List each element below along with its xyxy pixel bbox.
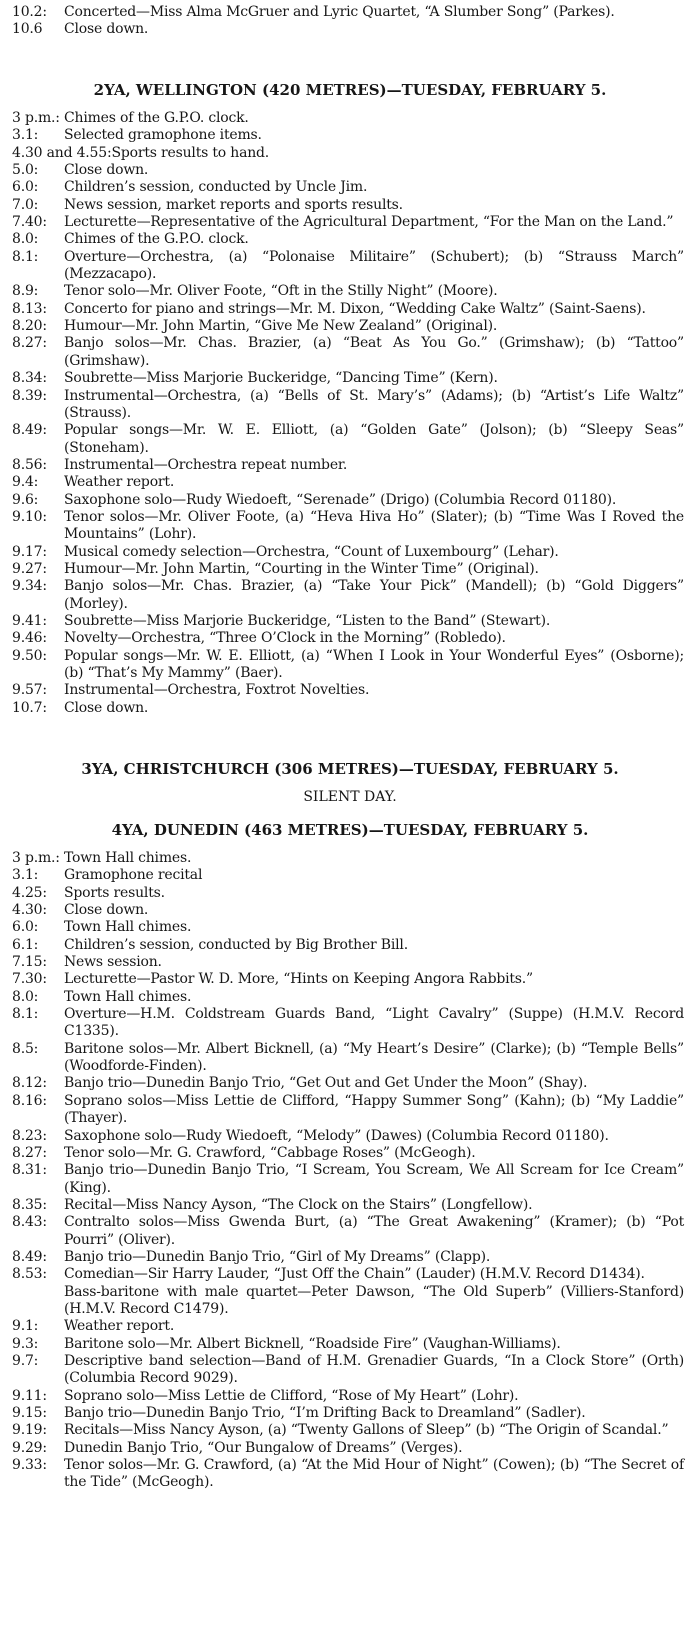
programme-entry: [12, 318, 684, 335]
programme-entry: [12, 335, 684, 370]
programme-entry: [12, 700, 684, 717]
entry-time: 9.29:: [12, 1439, 47, 1456]
entry-time: 8.35:: [12, 1196, 47, 1213]
entry-time: 9.7:: [12, 1352, 39, 1369]
programme-entry: [12, 1422, 684, 1439]
programme-entry: [12, 1336, 684, 1353]
entry-description: Close down.: [64, 162, 149, 179]
entry-description: Selected gramophone items.: [64, 127, 262, 144]
entry-time: 8.49:: [12, 1248, 47, 1265]
programme-entry: [12, 249, 684, 284]
programme-entry: [12, 283, 684, 300]
entry-description: Saxophone solo—Rudy Wiedoeft, “Serenade” (Drigo) (Columbia Record 01180).: [64, 491, 617, 508]
entry-description: Banjo trio—Dunedin Banjo Trio, “I Scream, You Scream, We All Scream for Ice Cream” (King).: [64, 1162, 684, 1196]
entry-description: Lecturette—Representative of the Agricultural Department, “For the Man on the Land.”: [64, 214, 674, 231]
entry-description: Weather report.: [64, 474, 175, 491]
entry-time: 3.1:: [12, 127, 39, 144]
programme-entry: [12, 1318, 684, 1335]
entry-time: 8.16:: [12, 1092, 47, 1109]
programme-entry: [12, 110, 684, 127]
entry-description: Comedian—Sir Harry Lauder, “Just Off the Chain” (Lauder) (H.M.V. Record D1434).: [64, 1266, 645, 1283]
programme-entry: [12, 457, 684, 474]
entry-time: 8.49:: [12, 422, 47, 439]
programme-entry: [12, 1388, 684, 1405]
entry-description: Sports results.: [64, 884, 165, 901]
entry-time: 9.10:: [12, 508, 47, 525]
programme-entry: [12, 1128, 684, 1145]
entry-time: 8.39:: [12, 387, 47, 404]
christchurch-note: SILENT DAY.: [303, 789, 397, 805]
entry-time: 8.34:: [12, 370, 47, 387]
entry-time: 8.27:: [12, 1144, 47, 1161]
entry-time: 9.50:: [12, 647, 47, 664]
entry-description: Town Hall chimes.: [64, 919, 192, 936]
entry-time: 8.23:: [12, 1127, 47, 1144]
entry-time: 9.57:: [12, 682, 47, 699]
programme-entry: [12, 4, 684, 21]
entry-time: 8.20:: [12, 318, 47, 335]
continued-programme-list: [12, 4, 684, 39]
programme-entry: [12, 1041, 684, 1076]
wellington-heading: 2YA, WELLINGTON (420 METRES)—TUESDAY, FEBRUARY 5.: [93, 81, 607, 99]
programme-entry: [12, 937, 684, 954]
entry-time: 8.9:: [12, 283, 39, 300]
entry-description: Descriptive band selection—Band of H.M. Grenadier Guards, “In a Clock Store” (Orth) (Columbia Record 9029).: [64, 1352, 684, 1387]
entry-time: 9.6:: [12, 491, 39, 508]
programme-entry: [12, 1405, 684, 1422]
entry-time: 8.43:: [12, 1214, 47, 1231]
programme-entry: [12, 474, 684, 491]
entry-time: 9.4:: [12, 474, 39, 491]
entry-time: 10.7:: [12, 699, 47, 716]
programme-entry: [12, 630, 684, 647]
entry-time: 7.15:: [12, 954, 47, 971]
entry-time: 8.1:: [12, 248, 39, 265]
programme-entry: [12, 422, 684, 457]
programme-entry: [12, 1440, 684, 1457]
entry-time: 9.41:: [12, 612, 47, 629]
entry-description: Banjo trio—Dunedin Banjo Trio, “Get Out and Get Under the Moon” (Shay).: [64, 1075, 588, 1092]
entry-time: 7.40:: [12, 214, 47, 231]
entry-description: Humour—Mr. John Martin, “Courting in the Winter Time” (Original).: [64, 560, 539, 577]
programme-entry: [12, 1162, 684, 1197]
entry-time: 10.6: [12, 21, 43, 38]
entry-description: Concerted—Miss Alma McGruer and Lyric Quartet, “A Slumber Song” (Parkes).: [64, 4, 615, 20]
programme-entry: [12, 1457, 684, 1492]
programme-entry: [12, 1266, 684, 1283]
programme-entry: [12, 544, 684, 561]
programme-entry: [12, 561, 684, 578]
entry-time: 8.13:: [12, 300, 47, 317]
programme-entry: [12, 388, 684, 423]
entry-time: 8.0:: [12, 231, 39, 248]
programme-entry: [12, 127, 684, 144]
entry-description: Chimes of the G.P.O. clock.: [64, 231, 249, 248]
programme-entry: [12, 1075, 684, 1092]
entry-time: 9.3:: [12, 1335, 39, 1352]
entry-description: Recitals—Miss Nancy Ayson, (a) “Twenty Gallons of Sleep” (b) “The Origin of Scandal.”: [64, 1422, 669, 1439]
programme-entry: [12, 197, 684, 214]
entry-description: Sports results to hand.: [111, 144, 270, 161]
entry-time: 5.0:: [12, 162, 39, 179]
entry-description: Banjo solos—Mr. Chas. Brazier, (a) “Take Your Pick” (Mandell); (b) “Gold Diggers” (Morley).: [64, 578, 684, 612]
entry-time: 9.11:: [12, 1387, 47, 1404]
entry-time: 7.30:: [12, 971, 47, 988]
entry-description: Banjo trio—Dunedin Banjo Trio, “Girl of My Dreams” (Clapp).: [64, 1248, 491, 1265]
entry-description: Musical comedy selection—Orchestra, “Count of Luxembourg” (Lehar).: [64, 543, 559, 560]
entry-time: 9.33:: [12, 1457, 47, 1474]
entry-description: Banjo trio—Dunedin Banjo Trio, “I’m Drifting Back to Dreamland” (Sadler).: [64, 1405, 586, 1421]
programme-entry: [12, 867, 684, 884]
entry-time: 10.2:: [12, 4, 47, 20]
entry-description: Town Hall chimes.: [64, 988, 192, 1005]
entry-description: Soprano solos—Miss Lettie de Clifford, “Happy Summer Song” (Kahn); (b) “My Laddie” (Thayer).: [64, 1092, 684, 1127]
entry-time: 4.30:: [12, 902, 47, 919]
entry-description: Concerto for piano and strings—Mr. M. Dixon, “Wedding Cake Waltz” (Saint-Saens).: [64, 300, 646, 317]
programme-entry: [12, 301, 684, 318]
christchurch-heading: 3YA, CHRISTCHURCH (306 METRES)—TUESDAY, FEBRUARY 5.: [81, 760, 619, 778]
entry-time: 3 p.m.:: [12, 850, 60, 866]
entry-time: 9.1:: [12, 1318, 39, 1335]
dunedin-programme-list: [12, 850, 684, 1492]
entry-description: Soubrette—Miss Marjorie Buckeridge, “Dancing Time” (Kern).: [64, 370, 498, 387]
programme-entry: [12, 179, 684, 196]
entry-description: Tenor solos—Mr. Oliver Foote, (a) “Heva Hiva Ho” (Slater); (b) “Time Was I Roved the Mountains” (Lohr).: [64, 508, 684, 543]
entry-description: Popular songs—Mr. W. E. Elliott, (a) “Golden Gate” (Jolson); (b) “Sleepy Seas” (Stoneham).: [64, 422, 684, 456]
programme-entry: [12, 370, 684, 387]
programme-entry: [12, 145, 684, 162]
entry-description: Tenor solo—Mr. G. Crawford, “Cabbage Roses” (McGeogh).: [64, 1144, 476, 1161]
programme-entry: [12, 1197, 684, 1214]
programme-entry: [12, 954, 684, 971]
entry-description: Dunedin Banjo Trio, “Our Bungalow of Dreams” (Verges).: [64, 1439, 463, 1456]
entry-description: Instrumental—Orchestra, Foxtrot Novelties.: [64, 682, 370, 699]
programme-entry: [12, 1093, 684, 1128]
entry-time: 9.17:: [12, 543, 47, 560]
entry-time: 8.31:: [12, 1162, 47, 1179]
wellington-programme-list: [12, 110, 684, 717]
entry-time: 9.34:: [12, 578, 47, 595]
programme-entry: [12, 971, 684, 988]
programme-entry: [12, 214, 684, 231]
programme-entry: [12, 1249, 684, 1266]
entry-description: Novelty—Orchestra, “Three O’Clock in the Morning” (Robledo).: [64, 630, 506, 647]
programme-entry: [12, 1284, 684, 1319]
entry-time: 4.30 and 4.55:: [12, 144, 112, 161]
programme-entry: [12, 682, 684, 699]
entry-description: Overture—Orchestra, (a) “Polonaise Militaire” (Schubert); (b) “Strauss March” (Mezzacapo).: [64, 248, 684, 283]
entry-time: 8.0:: [12, 988, 39, 1005]
entry-time: 8.53:: [12, 1266, 47, 1283]
entry-description: Bass-baritone with male quartet—Peter Dawson, “The Old Superb” (Villiers-Stanford) (H.M.V. Record C1479).: [64, 1283, 684, 1317]
programme-entry: [12, 21, 684, 38]
programme-entry: [12, 231, 684, 248]
entry-description: Town Hall chimes.: [64, 850, 192, 866]
entry-description: News session, market reports and sports results.: [64, 196, 403, 213]
entry-time: 8.12:: [12, 1075, 47, 1092]
entry-time: 9.27:: [12, 560, 47, 577]
entry-description: Saxophone solo—Rudy Wiedoeft, “Melody” (Dawes) (Columbia Record 01180).: [64, 1127, 609, 1144]
programme-entry: [12, 902, 684, 919]
programme-entry: [12, 885, 684, 902]
entry-description: Lecturette—Pastor W. D. More, “Hints on Keeping Angora Rabbits.”: [64, 971, 533, 988]
entry-description: News session.: [64, 954, 162, 971]
entry-time: 6.1:: [12, 936, 39, 953]
entry-description: Gramophone recital: [64, 867, 203, 884]
entry-description: Close down.: [64, 902, 149, 919]
entry-description: Overture—H.M. Coldstream Guards Band, “Light Cavalry” (Suppe) (H.M.V. Record C1335).: [64, 1006, 684, 1040]
programme-entry: [12, 613, 684, 630]
entry-description: Humour—Mr. John Martin, “Give Me New Zealand” (Original).: [64, 318, 498, 335]
dunedin-heading: 4YA, DUNEDIN (463 METRES)—TUESDAY, FEBRUARY 5.: [111, 821, 589, 839]
entry-time: 4.25:: [12, 884, 47, 901]
entry-time: 3 p.m.:: [12, 110, 60, 126]
entry-description: Soubrette—Miss Marjorie Buckeridge, “Listen to the Band” (Stewart).: [64, 612, 551, 629]
entry-description: Baritone solos—Mr. Albert Bicknell, (a) “My Heart’s Desire” (Clarke); (b) “Temple Bells” (Woodforde-Finden).: [64, 1040, 684, 1075]
entry-time: 9.15:: [12, 1405, 47, 1421]
programme-entry: [12, 1353, 684, 1388]
entry-time: 3.1:: [12, 867, 39, 884]
entry-time: 8.56:: [12, 456, 47, 473]
entry-description: Weather report.: [64, 1318, 175, 1335]
programme-entry: [12, 648, 684, 683]
entry-description: Children’s session, conducted by Uncle Jim.: [64, 179, 368, 196]
programme-entry: [12, 509, 684, 544]
entry-description: Popular songs—Mr. W. E. Elliott, (a) “When I Look in Your Wonderful Eyes” (Osborne); (b) “That’s My Mammy” (Baer).: [64, 647, 684, 681]
entry-description: Soprano solo—Miss Lettie de Clifford, “Rose of My Heart” (Lohr).: [64, 1387, 519, 1404]
entry-description: Banjo solos—Mr. Chas. Brazier, (a) “Beat As You Go.” (Grimshaw); (b) “Tattoo” (Grimshaw).: [64, 335, 684, 369]
programme-entry: [12, 1145, 684, 1162]
entry-description: Tenor solos—Mr. G. Crawford, (a) “At the Mid Hour of Night” (Cowen); (b) “The Secret of the Tide” (McGeogh).: [64, 1457, 684, 1491]
entry-description: Close down.: [64, 21, 149, 38]
programme-entry: [12, 919, 684, 936]
entry-time: 6.0:: [12, 179, 39, 196]
entry-description: Baritone solo—Mr. Albert Bicknell, “Roadside Fire” (Vaughan-Williams).: [64, 1335, 561, 1352]
entry-time: 8.1:: [12, 1006, 39, 1023]
entry-time: 8.5:: [12, 1040, 39, 1057]
entry-time: 7.0:: [12, 196, 39, 213]
entry-time: 8.27:: [12, 335, 47, 352]
programme-entry: [12, 578, 684, 613]
entry-time: 6.0:: [12, 919, 39, 936]
entry-description: Recital—Miss Nancy Ayson, “The Clock on the Stairs” (Longfellow).: [64, 1196, 533, 1213]
entry-description: Chimes of the G.P.O. clock.: [64, 110, 249, 126]
entry-description: Contralto solos—Miss Gwenda Burt, (a) “The Great Awakening” (Kramer); (b) “Pot Pourri” (Oliver).: [64, 1214, 684, 1248]
entry-time: 9.46:: [12, 630, 47, 647]
programme-entry: [12, 1006, 684, 1041]
entry-description: Close down.: [64, 699, 149, 716]
programme-entry: [12, 989, 684, 1006]
programme-entry: [12, 162, 684, 179]
entry-description: Instrumental—Orchestra, (a) “Bells of St. Mary’s” (Adams); (b) “Artist’s Life Waltz” (Strauss).: [64, 387, 684, 421]
programme-entry: [12, 850, 684, 867]
entry-description: Instrumental—Orchestra repeat number.: [64, 456, 348, 473]
entry-time: 9.19:: [12, 1422, 47, 1439]
programme-entry: [12, 1214, 684, 1249]
entry-description: Tenor solo—Mr. Oliver Foote, “Oft in the Stilly Night” (Moore).: [64, 283, 498, 300]
entry-description: Children’s session, conducted by Big Brother Bill.: [64, 936, 408, 953]
programme-entry: [12, 492, 684, 509]
